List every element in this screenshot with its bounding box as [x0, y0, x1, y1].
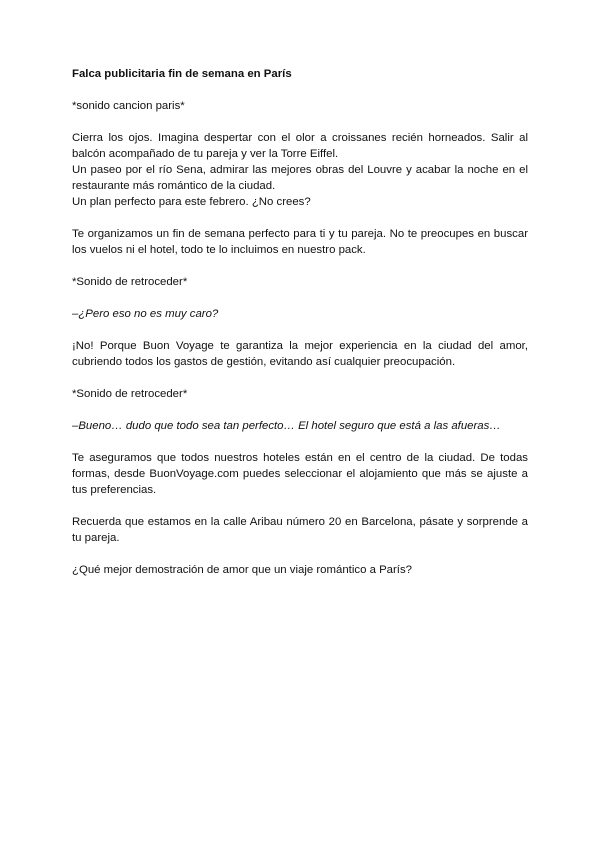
intro-paragraph	[72, 130, 528, 210]
document-title: Falca publicitaria fin de semana en París	[72, 68, 292, 80]
intro-line-plan: Un plan perfecto para este febrero. ¿No crees?	[72, 196, 311, 208]
answer-hotel: Te aseguramos que todos nuestros hoteles están en el centro de la ciudad. De todas formas, desde BuonVoyage.com puedes seleccionar el alojamiento que más se ajuste a tus preferencias.	[72, 452, 528, 496]
document-page	[72, 66, 528, 594]
intro-line-balcony: Cierra los ojos. Imagina despertar con el olor a croissanes recién horneados. Salir al balcón acompañado de tu pareja y ver la Torre Eiffel.	[72, 132, 528, 160]
objection-hotel: –Bueno… dudo que todo sea tan perfecto… El hotel seguro que está a las afueras…	[72, 420, 501, 432]
sound-cue-rewind-1: *Sonido de retroceder*	[72, 276, 188, 288]
intro-line-seine: Un paseo por el río Sena, admirar las mejores obras del Louvre y acabar la noche en el restaurante más romántico de la ciudad.	[72, 164, 528, 192]
closing-question: ¿Qué mejor demostración de amor que un viaje romántico a París?	[72, 564, 412, 576]
sound-cue-rewind-2: *Sonido de retroceder*	[72, 388, 188, 400]
offer-paragraph: Te organizamos un fin de semana perfecto para ti y tu pareja. No te preocupes en buscar los vuelos ni el hotel, todo te lo incluimos en nuestro pack.	[72, 228, 528, 256]
objection-price: –¿Pero eso no es muy caro?	[72, 308, 219, 320]
address-paragraph: Recuerda que estamos en la calle Aribau número 20 en Barcelona, pásate y sorprende a tu pareja.	[72, 516, 528, 544]
sound-cue-paris-song: *sonido cancion paris*	[72, 100, 185, 112]
answer-price: ¡No! Porque Buon Voyage te garantiza la mejor experiencia en la ciudad del amor, cubriendo todos los gastos de gestión, evitando así cualquier preocupación.	[72, 340, 528, 368]
